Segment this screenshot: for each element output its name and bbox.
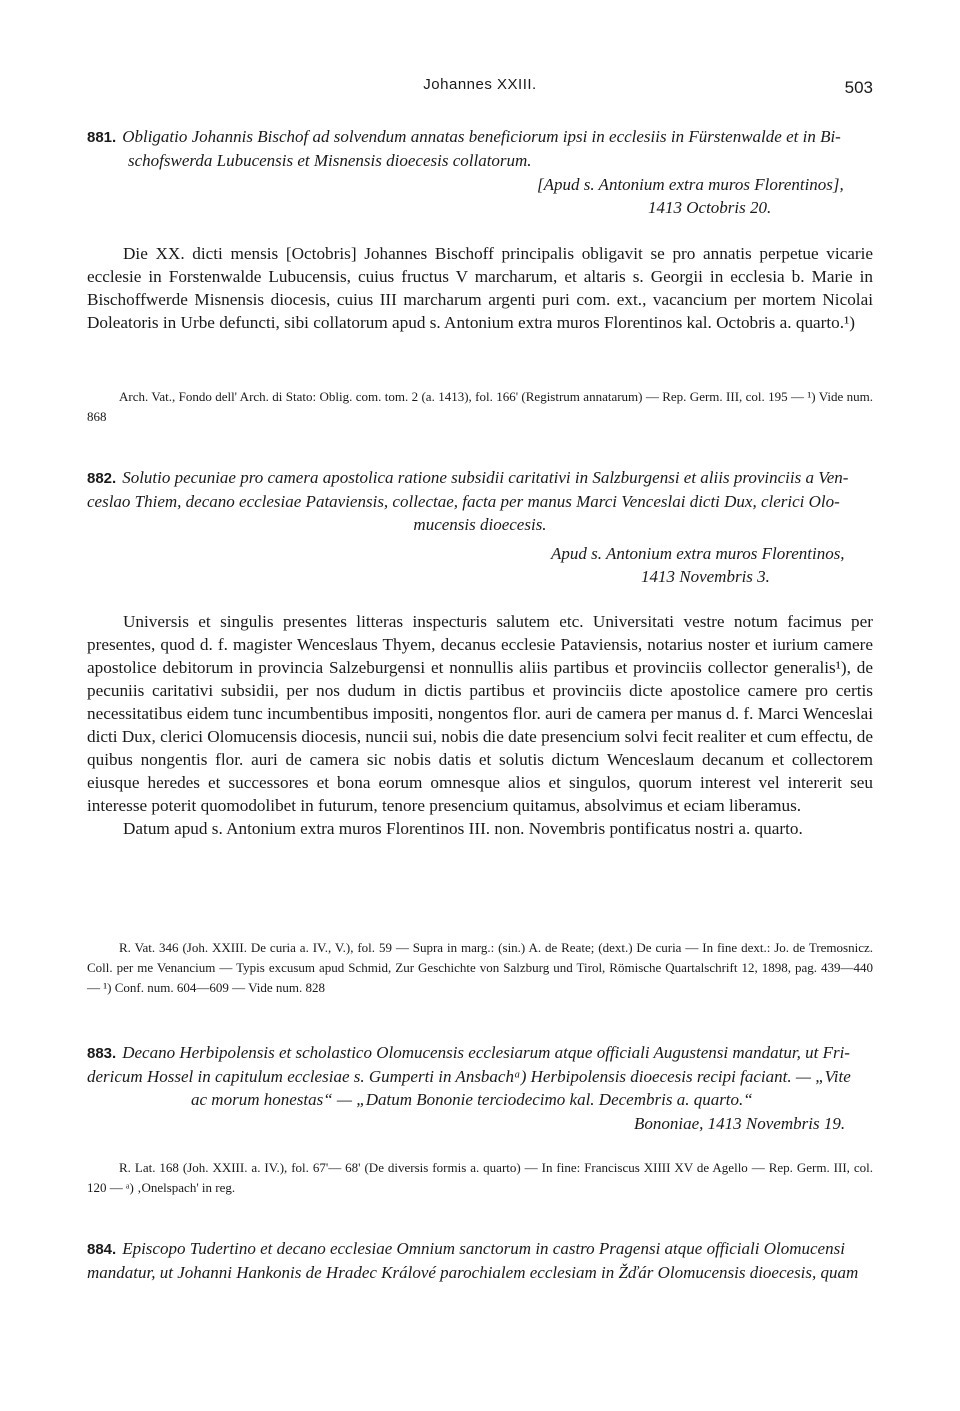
doc-882-number: 882. xyxy=(87,470,117,487)
doc-881-heading-line1: Obligatio Johannis Bischof ad solvendum annatas beneficiorum ipsi in ecclesiis in Fürstenwalde et in Bi- xyxy=(122,127,841,146)
doc-882-heading-line2: ceslao Thiem, decano ecclesiae Pataviensis, collectae, facta per manus Marci Venceslai dicti Dux, clerici Olo- xyxy=(87,492,840,511)
doc-882-text xyxy=(87,610,873,840)
doc-884-heading xyxy=(87,1237,873,1284)
doc-881-text xyxy=(87,242,873,334)
doc-882-heading-line3: mucensis dioecesis. xyxy=(413,515,547,534)
doc-882-apparatus: R. Vat. 346 (Joh. XXIII. De curia a. IV., V.), fol. 59 — Supra in marg.: (sin.) A. de Reate; (dext.) De curia — In fine dext.: Jo. de Tremosnicz. Coll. per me Venancium — Typis excusum apud Schmid, Zur Geschichte von Salzburg und Tirol, Römische Quartalschrift 12, 1898, pag. 439—440 — ¹) Conf. num. 604—609 — Vide num. 828 xyxy=(87,940,873,995)
doc-881-date: 1413 Octobris 20. xyxy=(648,198,772,217)
doc-881-number: 881. xyxy=(87,129,117,146)
doc-883-note xyxy=(87,1158,873,1198)
running-head xyxy=(0,74,960,98)
doc-884-heading-line1: Episcopo Tudertino et decano ecclesiae Omnium sanctorum in castro Pragensi atque officiali Olomucensi xyxy=(122,1239,845,1258)
doc-882-heading xyxy=(87,466,873,536)
doc-881-heading xyxy=(87,125,873,172)
doc-882-paragraph: Universis et singulis presentes litteras inspecturis salutem etc. Universitati vestre notum facimus per presentes, quod d. f. magister Wenceslaus Thyem, decanus ecclesie Pataviensis, notarius noster et iurium camere apostolice debitorum in provincia Salzeburgensi et nonnullis aliis partibus et provinciis collector generalis¹), de pecuniis caritativi subsidii, per nos dudum in dictis partibus et provinciis dicte apostolice camere pro certis necessitatibus eidem tunc incumbentibus impositi, nongentos flor. auri de camera per manus d. f. Marci Wenceslai dicti Dux, clerici Olomucensis diocesis, nuncii sui, nobis die date presencium solvi fecit realiter et cum effectu, de quibus nongentis flor. auri de camera sic nobis datis et solutis dictum Wenceslaum decanum et collectorem eiusque heredes et successores et bona eorum omnesque alios et singulos, quorum interest vel intererit seu interesse poterit quomodolibet in futurum, tenore presencium quitamus, absolvimus et eciam liberamus. xyxy=(87,612,873,815)
doc-883-apparatus: R. Lat. 168 (Joh. XXIII. a. IV.), fol. 67'— 68' (De diversis formis a. quarto) — In fine: Franciscus XIIII XV de Agello — Rep. Germ. III, col. 120 — ᵃ) ‚Onelspach' in reg. xyxy=(87,1160,873,1195)
doc-881-paragraph: Die XX. dicti mensis [Octobris] Johannes Bischoff principalis obligavit se pro annatis perpetue vicarie ecclesie in Forstenwalde Lubucensis, cuius fructus V marcharum, et altaris s. Georgii in ecclesia b. Marie in Bischoffwerde Misnensis diocesis, cuius III marcharum argenti puri com. ext., vacancium per mortem Nicolai Doleatoris in Urbe defuncti, sibi collatorum apud s. Antonium extra muros Florentinos kal. Octobris a. quarto.¹) xyxy=(87,244,873,332)
page-number: 503 xyxy=(844,78,873,97)
doc-881-note xyxy=(87,387,873,427)
doc-883-place-date: Bononiae, 1413 Novembris 19. xyxy=(634,1114,846,1133)
doc-884-number: 884. xyxy=(87,1241,117,1258)
doc-882-date: 1413 Novembris 3. xyxy=(641,567,770,586)
doc-882-heading-line1: Solutio pecuniae pro camera apostolica ratione subsidii caritativi in Salzburgensi et aliis provinciis a Ven- xyxy=(122,468,849,487)
doc-883-heading xyxy=(87,1041,873,1111)
doc-883-heading-line2: dericum Hossel in capitulum ecclesiae s. Gumperti in Ansbachᵃ) Herbipolensis dioecesis recipi faciant. — „Vite xyxy=(87,1067,851,1086)
doc-881-apparatus: Arch. Vat., Fondo dell' Arch. di Stato: Oblig. com. tom. 2 (a. 1413), fol. 166' (Registrum annatarum) — Rep. Germ. III, col. 195 — ¹) Vide num. 868 xyxy=(87,389,873,424)
doc-884-heading-line2: mandatur, ut Johanni Hankonis de Hradec Králové parochialem ecclesiam in Žďár Olomucensis dioecesis, quam xyxy=(87,1263,859,1282)
doc-883-heading-line3: ac morum honestas“ — „Datum Bononie terciodecimo kal. Decembris a. quarto.“ xyxy=(191,1090,753,1109)
running-title: Johannes XXIII. xyxy=(423,76,537,93)
doc-882-note xyxy=(87,938,873,998)
doc-881-heading-line2: schofswerda Lubucensis et Misnensis dioecesis collatorum. xyxy=(128,151,532,170)
doc-881-place: [Apud s. Antonium extra muros Florentinos], xyxy=(537,175,844,194)
doc-882-place: Apud s. Antonium extra muros Florentinos, xyxy=(551,544,845,563)
doc-883-number: 883. xyxy=(87,1045,117,1062)
doc-883-heading-line1: Decano Herbipolensis et scholastico Olomucensis ecclesiarum atque officiali Augustensi mandatur, ut Fri- xyxy=(122,1043,850,1062)
doc-882-datum: Datum apud s. Antonium extra muros Florentinos III. non. Novembris pontificatus nostri a. quarto. xyxy=(123,819,803,838)
